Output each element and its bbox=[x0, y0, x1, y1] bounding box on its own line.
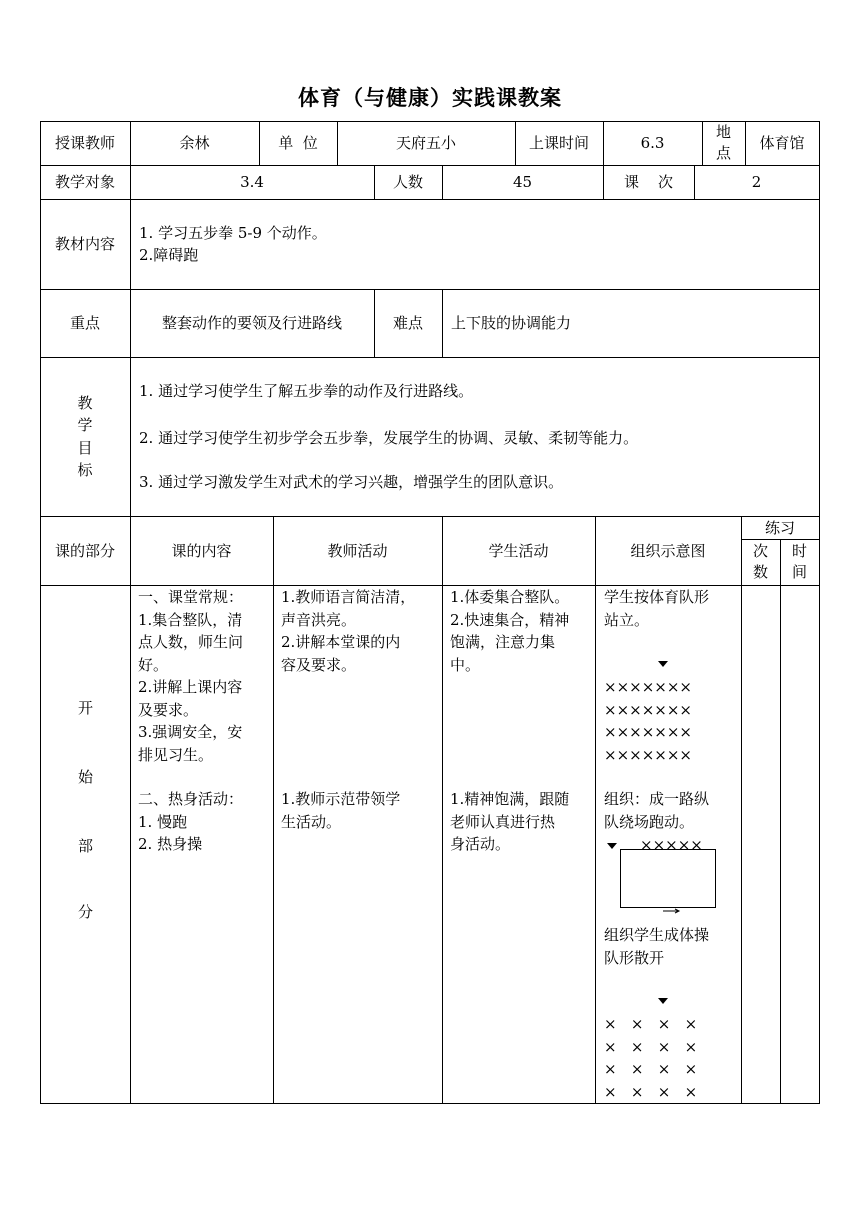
running-track-rectangle bbox=[620, 849, 716, 908]
teacher-label: 授课教师 bbox=[54, 134, 115, 152]
direction-arrow-icon bbox=[662, 907, 682, 915]
teacher-activity-warmup: 1.教师示范带领学 生活动。 bbox=[281, 790, 401, 831]
key-point-value: 整套动作的要领及行进路线 bbox=[161, 314, 342, 332]
formation-column: ××××× bbox=[640, 836, 703, 854]
part-label-char: 始 bbox=[78, 768, 94, 786]
target-label: 教学对象 bbox=[54, 173, 115, 191]
place-label-line-2: 点 bbox=[715, 144, 731, 162]
difficulty-label: 难点 bbox=[392, 314, 423, 332]
unit-label: 单 位 bbox=[278, 134, 318, 152]
teacher-position-marker bbox=[607, 843, 617, 849]
teacher-position-marker bbox=[658, 998, 668, 1004]
count-label: 人数 bbox=[392, 173, 423, 191]
col-header-duration bbox=[780, 539, 819, 585]
target-value: 3.4 bbox=[240, 173, 264, 191]
objectives-label bbox=[40, 357, 130, 516]
content-warmup: 二、热身活动： 1. 慢跑 2. 热身操 bbox=[138, 790, 244, 853]
objective-item-2: 2. 通过学习使学生初步学会五步拳，发展学生的协调、灵敏、柔韧等能力。 bbox=[139, 429, 639, 447]
student-activity-routine: 1.体委集合整队。 2.快速集合，精神 饱满，注意力集 中。 bbox=[450, 588, 570, 674]
part-label-char: 分 bbox=[78, 903, 94, 921]
teacher-position-marker bbox=[658, 661, 668, 667]
objectives-label-char: 教 bbox=[77, 393, 93, 412]
col-header-duration-line-1: 时 bbox=[791, 542, 807, 560]
content-routine: 一、课堂常规： 1.集合整队，清 点人数，师生问 好。 2.讲解上课内容 及要求。 3.强调安全，安 排见习生。 bbox=[138, 588, 244, 764]
col-header-times-line-1: 次 bbox=[752, 542, 768, 560]
col-header-teacher: 教师活动 bbox=[327, 541, 388, 560]
col-header-diagram: 组织示意图 bbox=[630, 541, 706, 560]
col-header-times-line-2: 数 bbox=[752, 563, 768, 581]
col-header-practice: 练习 bbox=[764, 518, 795, 537]
place-label bbox=[702, 121, 745, 165]
difficulty-value: 上下肢的协调能力 bbox=[451, 314, 572, 332]
objectives-label-char: 标 bbox=[77, 461, 93, 479]
objectives-label-char: 学 bbox=[77, 416, 93, 434]
unit-value: 天府五小 bbox=[395, 134, 456, 152]
part-label-char: 部 bbox=[78, 837, 94, 855]
time-label: 上课时间 bbox=[528, 134, 589, 152]
col-header-student: 学生活动 bbox=[488, 541, 549, 560]
place-value: 体育馆 bbox=[759, 134, 805, 152]
material-item-1: 1. 学习五步拳 5-9 个动作。 bbox=[139, 224, 327, 242]
objective-item-3: 3. 通过学习激发学生对武术的学习兴趣，增强学生的团队意识。 bbox=[139, 473, 564, 491]
objective-item-1: 1. 通过学习使学生了解五步拳的动作及行进路线。 bbox=[139, 382, 474, 400]
formation-rows: ××××××× ××××××× ××××××× ××××××× bbox=[604, 678, 692, 764]
col-header-duration-line-2: 间 bbox=[791, 563, 807, 581]
student-activity-warmup: 1.精神饱满，跟随 老师认真进行热 身活动。 bbox=[450, 790, 570, 853]
count-value: 45 bbox=[512, 173, 533, 191]
col-header-content: 课的内容 bbox=[171, 541, 232, 560]
objectives-label-char: 目 bbox=[77, 438, 93, 457]
key-point-label: 重点 bbox=[69, 314, 100, 332]
col-header-part: 课的部分 bbox=[54, 541, 115, 560]
diagram-note-jogging: 组织：成一路纵 队绕场跑动。 bbox=[604, 790, 710, 831]
lesson-label: 课 次 bbox=[623, 173, 674, 191]
material-label: 教材内容 bbox=[54, 235, 115, 253]
teacher-activity-routine: 1.教师语言简洁清， 声音洪亮。 2.讲解本堂课的内 容及要求。 bbox=[281, 588, 416, 674]
teacher-value: 余林 bbox=[179, 134, 210, 152]
formation-scattered: × × × × × × × × × × × × × × × × bbox=[604, 1015, 698, 1101]
page-title: 体育（与健康）实践课教案 bbox=[298, 85, 562, 110]
time-value: 6.3 bbox=[640, 134, 665, 152]
place-label-line-1: 地 bbox=[715, 123, 731, 141]
part-label-char: 开 bbox=[78, 699, 94, 717]
col-header-times bbox=[741, 539, 780, 585]
lesson-value: 2 bbox=[751, 173, 762, 191]
diagram-note-gymnastics: 组织学生成体操 队形散开 bbox=[604, 926, 710, 967]
material-item-2: 2.障碍跑 bbox=[139, 246, 199, 264]
diagram-note-standing: 学生按体育队形 站立。 bbox=[604, 588, 710, 629]
